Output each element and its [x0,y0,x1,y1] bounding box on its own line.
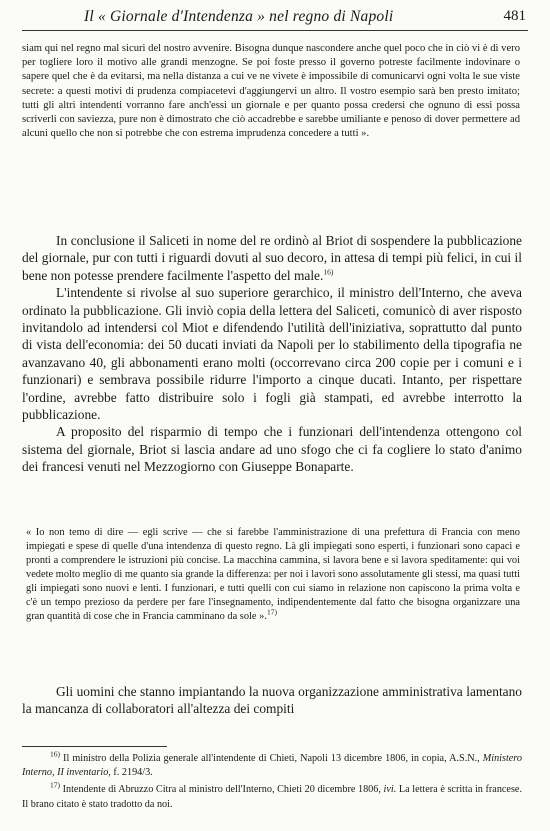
footnotes [22,749,522,815]
quote-text: « Io non temo di dire — egli scrive — che si farebbe l'amministrazione di una prefettura di Francia con meno impiegati e spese di quelle d'una intendenza di questo regno. Là gli impiegati sono esperti, i funzionari sono capaci e pronti a comprendere le istruzioni più concise. La macchina cammina, si lavora bene e si lavora speditamente: qui voi vedete molto meglio di me quanto sia grande la differenza: per noi i lavori sono assolutamente gli stessi, ma quasi tutti gli impiegati sono nuovi e lenti. I funzionari, e tutti quelli con cui siamo in relazione non capiscono la prima volta e c'è un tempo prezioso da perdere per fare l'insegnamento, indipendentemente dal fatto che bisogna organizzare una gran quantità di cose che in Francia camminano da sole ». [26,527,520,622]
quote-paragraph [26,526,520,624]
paragraph-text: In conclusione il Saliceti in nome del re ordinò al Briot di sospendere la pubblicazione del giornale, pur con tutti i riguardi dovuti al suo decoro, in attesa di tempi più felici, in cui il bene non potesse prendere facilmente l'aspetto del male. [22,233,522,283]
footnote-ref-17: 17) [266,607,277,617]
main-text-continued [22,683,522,718]
footnote-source-italic: Ministero Interno, II inventario, [22,753,522,779]
footnote-text: Il ministro della Polizia generale all'intendente di Chieti, Napoli 13 dicembre 1806, in copia, A.S.N., [60,753,483,764]
quote-paragraph: siam qui nel regno mal sicuri del nostro avvenire. Bisogna dunque nascondere anche quel poco che in ciò vi è di vero per togliere loro il motivo alle grandi menzogne. Se poi foste presso il governo potreste facilmente indovinare o sapere quel che è da evitarsi, ma nella distanza a cui ve ne vivete è impossibile di comunicarvi ogni volta le sue viste secrete: a questi motivi di prudenza compiacetevi d'aggiungervi un altro. Il vostro esempio sarà ben presto imitato; tutti gli altri intendenti vorranno fare anch'essi un giornale e per quanto possa credersi che ognuno di essi possa scriverli con saviezza, pure non è dimostrato che ciò accadrebbe e sarebbe umiliante e penoso di dover permettere ad alcuni quello che non si potrebbe che con estrema imprudenza concedere a tutti ». [22,43,520,140]
footnote-ref-16: 16) [323,267,334,277]
footnote-16 [22,749,522,780]
block-quote-top [22,42,520,141]
footnote-17 [22,783,522,811]
footnote-marker: 17) [50,781,60,791]
footnote-divider [22,746,167,747]
footnote-text: La lettera è scritta in francese. Il brano citato è stato tradotto da noi. [22,784,522,810]
footnote-source-italic: ivi. [383,784,397,796]
block-quote-briot [26,526,520,624]
paragraph-conclusion [22,232,522,284]
paragraph-intendente: L'intendente si rivolse al suo superiore gerarchico, il ministro dell'Interno, che aveva ordinato la pubblicazione. Gli inviò copia della lettera del Saliceti, comunicò di aver risposto invitandolo ad intendersi col Miot e difendendo l'utilità dell'iniziativa, soprattutto dal punto di vista dell'economia: dei 50 ducati inviati da Napoli per lo stabilimento della tipografia ne avanzavano 40, gli abbonamenti erano molti (occorrevano circa 200 copie per i comuni e i funzionari) e sembrava possibile ridurre l'importo a cinque ducati. Intanto, per rispettare l'ordine, avrebbe fatto distribuire solo i fogli già stampati, ed avrebbe interrotto la pubblicazione. [22,285,522,423]
page-header [22,8,528,31]
paragraph-uomini: Gli uomini che stanno impiantando la nuova organizzazione amministrativa lamentano la mancanza di collaboratori all'altezza dei compiti [22,684,522,717]
footnote-text: f. 2194/3. [110,767,153,779]
running-title: Il « Giornale d'Intendenza » nel regno di Napoli [84,8,394,25]
footnote-text: Intendente di Abruzzo Citra al ministro dell'Interno, Chieti 20 dicembre 1806, [60,784,384,796]
paragraph-risparmio: A proposito del risparmio di tempo che i funzionari dell'intendenza ottengono col sistema del giornale, Briot si lascia andare ad uno sfogo che ci fa cogliere lo stato d'animo dei francesi venuti nel Mezzogiorno con Giuseppe Bonaparte. [22,424,522,475]
page-number: 481 [503,8,526,24]
main-text [22,232,522,476]
footnote-marker: 16) [50,749,60,759]
